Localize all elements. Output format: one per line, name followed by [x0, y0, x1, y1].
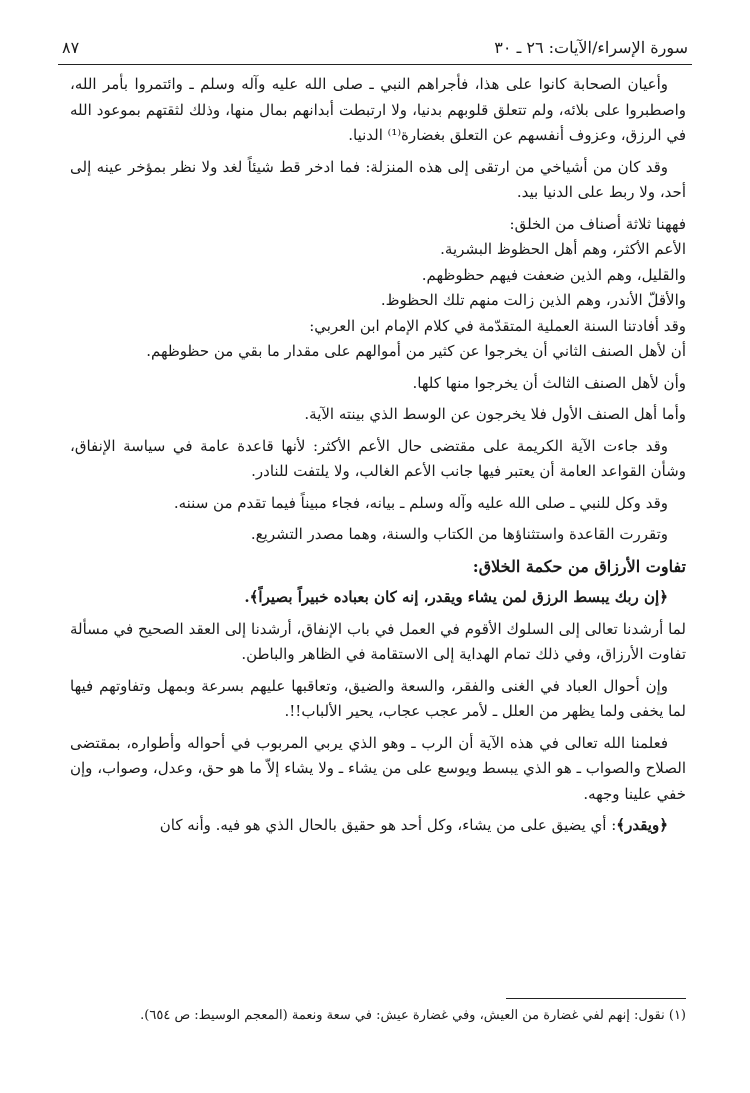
list-item: أن لأهل الصنف الثاني أن يخرجوا عن كثير من أموالهم على مقدار ما بقي من حظوظهم. — [146, 342, 686, 360]
page-header — [62, 32, 688, 62]
paragraph: وقد وكل للنبي ـ صلى الله عليه وآله وسلم ـ بيانه، فجاء مبيناً فيما تقدم من سننه. — [173, 493, 668, 512]
categories-list — [70, 212, 686, 365]
paragraph: وأما أهل الصنف الأول فلا يخرجون عن الوسط الذي بينته الآية. — [304, 405, 686, 423]
list-item: والقليل، وهم الذين ضعفت فيهم حظوظهم. — [421, 265, 686, 284]
quran-verse: ﴿إن ربك يبسط الرزق لمن يشاء ويقدر، إنه كان بعباده خبيراً بصيراً﴾. — [244, 588, 668, 606]
header-divider — [58, 64, 692, 65]
footnote: (١) نقول: إنهم لفي غضارة من العيش، وفي غضارة عيش: في سعة ونعمة (المعجم الوسيط: ص ٦٥٤). — [140, 1008, 686, 1023]
paragraph: لما أرشدنا تعالى إلى السلوك الأقوم في العمل في باب الإنفاق، أرشدنا إلى العقد الصحيح في مسألة تفاوت الأرزاق، وفي ذلك تمام الهداية إلى الاستقامة في الظاهر والباطن. — [70, 619, 686, 663]
term-explanation: : أي يضيق على من يشاء، وكل أحد هو حقيق بالحال الذي هو فيه. وأنه كان — [159, 816, 617, 834]
paragraph: وقد جاءت الآية الكريمة على مقتضى حال الأعم الأكثر: لأنها قاعدة عامة في سياسة الإنفاق، وشأن القواعد العامة أن يعتبر فيها جانب الأعم الغالب، ولا يلتفت للنادر. — [70, 436, 686, 480]
list-item: فههنا ثلاثة أصناف من الخلق: — [509, 214, 686, 233]
body-text — [70, 72, 686, 845]
footnote-divider — [506, 998, 686, 999]
list-item: وقد أفادتنا السنة العملية المتقدّمة في كلام الإمام ابن العربي: — [309, 316, 686, 335]
paragraph — [70, 813, 686, 839]
paragraph: وقد كان من أشياخي من ارتقى إلى هذه المنزلة: فما ادخر قط شيئاً لغد ولا نظر بمؤخر عينه إلى أحد، ولا ربط على الدنيا بيد. — [70, 157, 686, 201]
paragraph: وإن أحوال العباد في الغنى والفقر، والسعة والضيق، وتعاقبها عليهم بسرعة وبمهل وتفاوتهم فيها لما يخفى ولما يظهر من العلل ـ لأمر عجب عجاب، يحير الألباب!!. — [70, 676, 686, 720]
paragraph: وأعيان الصحابة كانوا على هذا، فأجراهم النبي ـ صلى الله عليه وآله وسلم ـ وائتمروا بأمر الله، واصطبروا على بلائه، ولم تتعلق قلوبهم بدنيا، ولا ارتبطت أبدانهم بمال منها، وذلك لثقتهم بموعود الله في الرزق، وعزوف أنفسهم عن التعلق بغضارة⁽¹⁾ الدنيا. — [70, 75, 686, 144]
paragraph: وتقررت القاعدة واستثناؤها من الكتاب والسنة، وهما مصدر التشريع. — [250, 525, 668, 543]
list-item: الأعم الأكثر، وهم أهل الحظوظ البشرية. — [440, 240, 686, 258]
verse-term: ﴿ويقدر﴾ — [616, 816, 668, 834]
page-number: ٨٧ — [62, 37, 80, 57]
list-item: والأقلّ الأندر، وهم الذين زالت منهم تلك الحظوظ. — [380, 291, 686, 309]
running-title: سورة الإسراء/الآيات: ٢٦ ـ ٣٠ — [494, 37, 688, 57]
paragraph: وأن لأهل الصنف الثالث أن يخرجوا منها كلها. — [412, 373, 686, 392]
section-heading: تفاوت الأرزاق من حكمة الخلاق: — [472, 556, 686, 576]
paragraph: فعلمنا الله تعالى في هذه الآية أن الرب ـ وهو الذي يربي المربوب في أحواله وأطواره، بمقتضى الصلاح والصواب ـ هو الذي يبسط ويوسع على من يشاء ـ ولا يشاء إلاّ ما هو حق، وعدل، وصواب، وإن خفي علينا وجهه. — [70, 733, 686, 803]
